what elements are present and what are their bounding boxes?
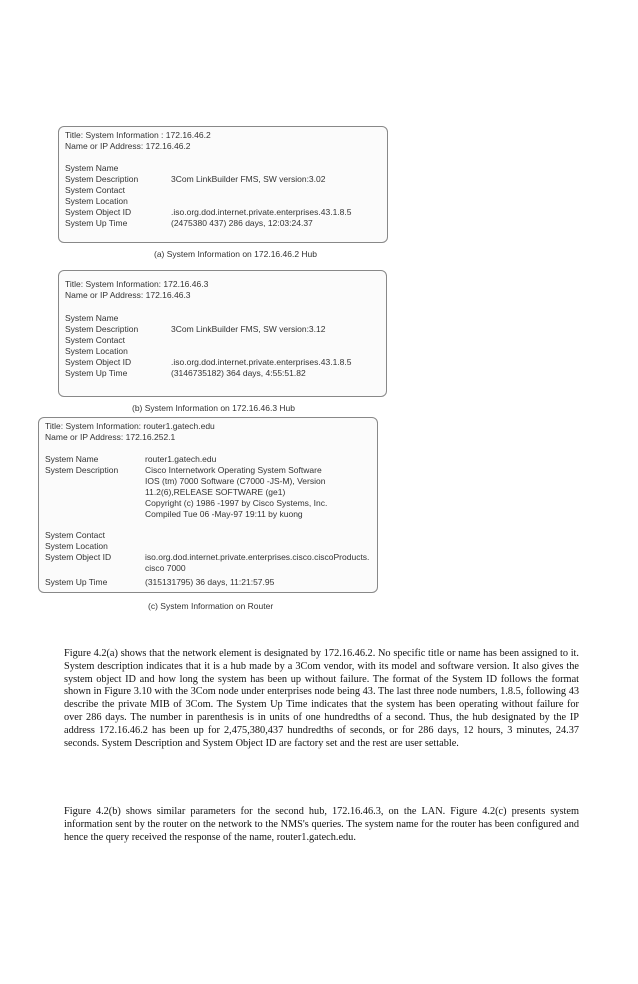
box-c-label-system-up-time: System Up Time <box>45 577 108 587</box>
caption-b: (b) System Information on 172.16.46.3 Hub <box>132 403 296 413</box>
box-c-desc-line: 11.2(6),RELEASE SOFTWARE (ge1) <box>145 487 286 497</box>
box-b-value-system-up-time: (3146735182) 364 days, 4:55:51.82 <box>171 368 306 378</box>
box-c-object-line: cisco 7000 <box>145 563 186 573</box>
box-c-name-address: Name or IP Address: 172.16.252.1 <box>45 432 176 442</box>
box-c-label-system-name: System Name <box>45 454 99 464</box>
box-a-label-system-up-time: System Up Time <box>65 218 128 228</box>
box-c-desc-line: IOS (tm) 7000 Software (C7000 -JS-M), Version <box>145 476 326 486</box>
box-b-label-system-name: System Name <box>65 313 119 323</box>
box-b-title: Title: System Information: 172.16.46.3 <box>65 279 209 289</box>
box-c-desc-line: Copyright (c) 1986 -1997 by Cisco Systems, Inc. <box>145 498 328 508</box>
body-text <box>64 648 579 750</box>
paragraph-1: Figure 4.2(a) shows that the network element is designated by 172.16.46.2. No specific title or name has been assigned to it. System description indicates that it is a hub made by a 3Com vendor, with its model and software version. It also gives the system object ID and how long the system has been up without failure. The format of the System ID follows the format shown in Figure 3.10 with the 3Com node under enterprises node being 43. The last three node numbers, 1.8.5, following 43 describe the private MIB of 3Com. The System Up Time indicates that the system has been operating without failure for over 286 days. The number in parenthesis is in units of one hundredths of a second. Thus, the hub designated by the IP address 172.16.46.2 has been up for 2,475,380,437 hundredths of seconds, or for 286 days, 12 hours, 3 minutes, 24.37 seconds. System Description and System Object ID are factory set and the rest are user settable. <box>64 648 579 749</box>
system-info-box-c <box>38 417 378 593</box>
box-c-label-system-location: System Location <box>45 541 108 551</box>
box-a-label-system-name: System Name <box>65 163 119 173</box>
box-a-value-system-description: 3Com LinkBuilder FMS, SW version:3.02 <box>171 174 326 184</box>
box-c-desc-line: Compiled Tue 06 -May-97 19:11 by kuong <box>145 509 303 519</box>
system-info-box-a <box>58 126 388 243</box>
box-c-label-system-object-id: System Object ID <box>45 552 112 562</box>
box-a-label-system-contact: System Contact <box>65 185 125 195</box>
caption-c: (c) System Information on Router <box>148 601 274 611</box>
box-a-value-system-object-id: .iso.org.dod.internet.private.enterprises.43.1.8.5 <box>171 207 352 217</box>
box-b-label-system-up-time: System Up Time <box>65 368 128 378</box>
box-b-label-system-contact: System Contact <box>65 335 125 345</box>
box-a-label-system-location: System Location <box>65 196 128 206</box>
box-c-value-system-name: router1.gatech.edu <box>145 454 217 464</box>
box-c-value-system-up-time: (315131795) 36 days, 11:21:57.95 <box>145 577 275 587</box>
box-a-value-system-up-time: (2475380 437) 286 days, 12:03:24.37 <box>171 218 313 228</box>
caption-a: (a) System Information on 172.16.46.2 Hub <box>154 249 318 259</box>
box-b-label-system-description: System Description <box>65 324 139 334</box>
box-b-name-address: Name or IP Address: 172.16.46.3 <box>65 290 191 300</box>
box-b-label-system-location: System Location <box>65 346 128 356</box>
box-a-label-system-object-id: System Object ID <box>65 207 132 217</box>
box-c-title: Title: System Information: router1.gatech.edu <box>45 421 215 431</box>
box-a-label-system-description: System Description <box>65 174 139 184</box>
box-c-desc-line: Cisco Internetwork Operating System Software <box>145 465 322 475</box>
body-text-2 <box>64 806 579 844</box>
box-a-title: Title: System Information : 172.16.46.2 <box>65 130 211 140</box>
box-c-label-system-contact: System Contact <box>45 530 105 540</box>
box-c-object-line: iso.org.dod.internet.private.enterprises.cisco.ciscoProducts. <box>145 552 370 562</box>
box-a-name-address: Name or IP Address: 172.16.46.2 <box>65 141 191 151</box>
system-info-box-b <box>58 270 387 397</box>
box-b-value-system-description: 3Com LinkBuilder FMS, SW version:3.12 <box>171 324 326 334</box>
box-b-value-system-object-id: .iso.org.dod.internet.private.enterprises.43.1.8.5 <box>171 357 352 367</box>
box-c-label-system-description: System Description <box>45 465 119 475</box>
box-b-label-system-object-id: System Object ID <box>65 357 132 367</box>
paragraph-2: Figure 4.2(b) shows similar parameters for the second hub, 172.16.46.3, on the LAN. Figure 4.2(c) presents system information sent by the router on the network to the NMS's queries. The system name for the router has been configured and hence the query received the response of the name, router1.gatech.edu. <box>64 806 579 843</box>
